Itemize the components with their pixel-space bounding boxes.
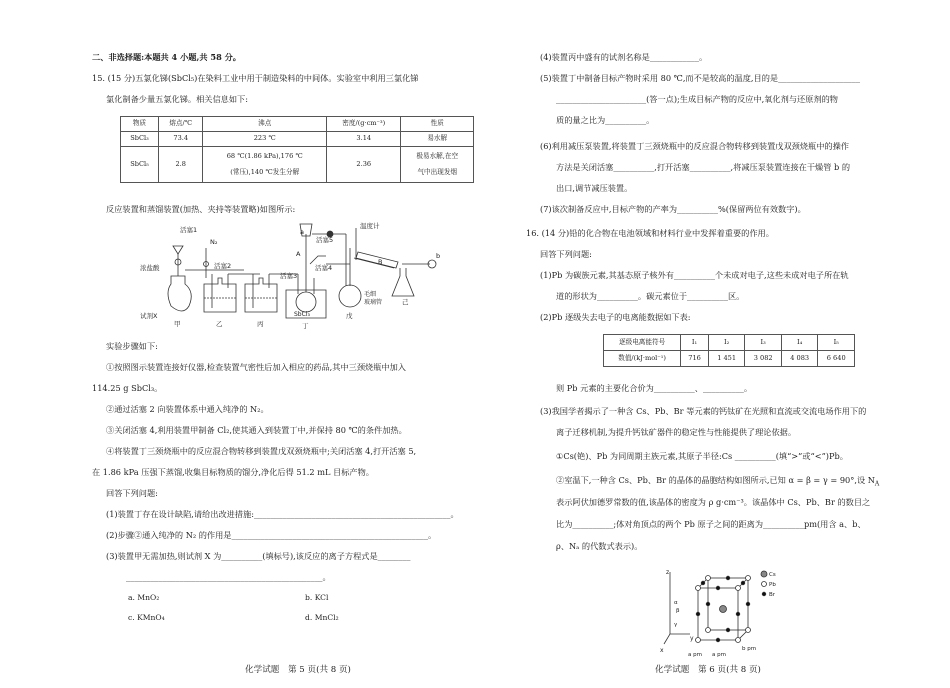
label-valve4: 活塞4 xyxy=(315,264,333,272)
ion-header-label: 逐级电离能符号 xyxy=(604,335,681,351)
angle-gamma: γ xyxy=(674,622,678,628)
property-table xyxy=(120,116,474,183)
cell xyxy=(401,147,474,183)
dim-a2: a pm xyxy=(712,652,726,658)
label-a: a xyxy=(300,228,304,236)
label-conc-hcl: 浓盐酸 xyxy=(140,264,160,272)
apparatus-yi xyxy=(204,274,236,312)
label-capillary: 毛细 xyxy=(364,291,377,298)
label-ji: 己 xyxy=(402,298,409,306)
cell-line: (常压),140 ℃发生分解 xyxy=(230,167,300,176)
th-boiling: 沸点 xyxy=(203,117,327,132)
axis-z: z xyxy=(666,569,670,576)
steps-title: 实验步骤如下: xyxy=(106,341,158,351)
legend-br: Br xyxy=(769,592,776,598)
legend-pb: Pb xyxy=(769,582,776,588)
option-d: d. MnCl₂ xyxy=(305,613,339,622)
th-property: 性质 xyxy=(401,117,474,132)
q15-6c: 出口,调节减压装置。 xyxy=(556,183,633,193)
cell: SbCl₃ xyxy=(121,132,159,147)
q15-intro: 15. (15 分)五氯化锑(SbCl₅)在染料工业中用于制造染料的中间体。实验室中利用三氯化锑 xyxy=(92,73,419,83)
angle-beta: β xyxy=(676,608,680,614)
cell xyxy=(203,147,327,183)
q15-6b: 方法是关闭活塞__________,打开活塞__________,将减压泵装置连接在干燥管 b 的 xyxy=(556,162,851,172)
q16-3a: (3)我国学者揭示了一种含 Cs、Pb、Br 等元素的钙钛矿在光照和直流或交流电场作用下的 xyxy=(540,406,867,416)
q16-2b: 则 Pb 元素的主要化合价为__________、__________。 xyxy=(556,383,753,393)
step4a: ④将装置丁三颈烧瓶中的反应混合物转移到装置戊双颈烧瓶中;关闭活塞 4,打开活塞 5, xyxy=(106,446,417,456)
apparatus-ji xyxy=(392,260,436,296)
step3: ③关闭活塞 4,利用装置甲制备 Cl₂,使其通入到装置丁中,并保持 80 ℃的条件加热。 xyxy=(106,425,407,435)
label-A: A xyxy=(296,250,301,258)
label-valve3: 活塞3 xyxy=(280,272,298,280)
atom-cs xyxy=(720,606,727,613)
axis-y: y xyxy=(690,635,694,642)
label-capillary-2: 玻璃管 xyxy=(364,299,383,306)
th-density: 密度/(g·cm⁻³) xyxy=(327,117,401,132)
label-jia: 甲 xyxy=(174,320,181,328)
q15-5c: 质的量之比为__________。 xyxy=(556,115,655,125)
label-thermometer: 温度计 xyxy=(360,222,380,230)
cell: 2.8 xyxy=(159,147,203,183)
label-valve5: 活塞5 xyxy=(316,236,334,244)
q16-3d xyxy=(556,476,879,488)
q15-3a: (3)装置甲无需加热,则试剂 X 为__________(填标号),该反应的离子方程式是________ xyxy=(106,551,411,561)
step4b: 在 1.86 kPa 压强下蒸馏,收集目标物质的馏分,净化后得 51.2 mL 目标产物。 xyxy=(92,467,374,477)
q15-5a: (5)装置丁中制备目标产物时采用 80 ℃,而不是较高的温度,目的是____________________ xyxy=(540,73,860,83)
ion-header: I₄ xyxy=(781,335,818,351)
ion-header: I₃ xyxy=(745,335,782,351)
label-valve2: 活塞2 xyxy=(214,262,232,270)
ion-header: I₁ xyxy=(681,335,709,351)
q15-3b: ________________________________________________。 xyxy=(126,572,331,582)
q15-intro-2: 氯化制备少量五氯化锑。相关信息如下: xyxy=(106,94,248,104)
step2: ②通过活塞 2 向装置体系中通入纯净的 N₂。 xyxy=(106,404,269,414)
apparatus-diagram xyxy=(140,218,450,334)
label-b: b xyxy=(436,252,441,260)
label-n2: N₂ xyxy=(210,238,218,246)
cell-line: 68 ℃(1.86 kPa),176 ℃ xyxy=(226,152,303,161)
axis-x: x xyxy=(660,647,664,654)
option-a: a. MnO₂ xyxy=(128,593,160,602)
q16-3b: 离子迁移机制,为提升钙钛矿器件的稳定性与性能提供了理论依据。 xyxy=(556,427,797,437)
footer-left: 化学试题 第 5 页(共 8 页) xyxy=(245,665,351,675)
label-wu: 戊 xyxy=(346,312,353,320)
ion-row-label: 数值/(kJ·mol⁻¹) xyxy=(604,351,681,367)
label-bing: 丙 xyxy=(257,320,264,328)
label-reagent-x: 试剂X xyxy=(140,312,158,320)
q15-4: (4)装置丙中盛有的试剂名称是____________。 xyxy=(540,52,708,62)
q15-7: (7)该次制备反应中,目标产物的产率为__________%(保留两位有效数字)。 xyxy=(540,204,806,214)
label-sbcl3: SbCl₃ xyxy=(294,311,310,318)
q16-1a: (1)Pb 为碳族元素,其基态原子核外有__________个未成对电子,这些未成对电子所在轨 xyxy=(540,270,849,280)
footer-right: 化学试题 第 6 页(共 8 页) xyxy=(655,665,761,675)
label-yi: 乙 xyxy=(216,320,223,328)
q15-1: (1)装置丁存在设计缺陷,请给出改进措施:________________________________________________。 xyxy=(106,509,459,519)
cell: 3.14 xyxy=(327,132,401,147)
q16-3c: ①Cs(铯)、Pb 为同周期主族元素,其原子半径:Cs __________(填“>”或“<”)Pb。 xyxy=(556,451,848,461)
option-c: c. KMnO₄ xyxy=(128,613,165,622)
step1b: 114.25 g SbCl₃。 xyxy=(92,383,163,393)
label-valve1: 活塞1 xyxy=(180,226,198,234)
ion-value: 3 082 xyxy=(745,351,782,367)
answer-title-right: 回答下列问题: xyxy=(540,249,592,259)
angle-alpha: α xyxy=(674,600,678,606)
ion-value: 6 640 xyxy=(818,351,855,367)
cell: 73.4 xyxy=(159,132,203,147)
ionization-table xyxy=(603,334,855,367)
th-melting: 熔点/℃ xyxy=(159,117,203,132)
ion-value: 716 xyxy=(681,351,709,367)
q15-6a: (6)利用减压泵装置,将装置丁三颈烧瓶中的反应混合物转移到装置戊双颈烧瓶中的操作 xyxy=(540,141,849,151)
q15-2: (2)步骤②通入纯净的 N₂ 的作用是________________________________________________。 xyxy=(106,530,437,540)
apparatus-caption: 反应装置和蒸馏装置(加热、夹持等装置略)如图所示: xyxy=(106,204,296,214)
label-ding: 丁 xyxy=(302,322,309,330)
cell: 2.36 xyxy=(327,147,401,183)
ion-value: 1 451 xyxy=(708,351,745,367)
section-title: 二、非选择题:本题共 4 小题,共 58 分。 xyxy=(92,52,241,62)
step1a: ①按照图示装置连接好仪器,检查装置气密性后加入相应的药品,其中三颈烧瓶中加入 xyxy=(106,362,406,372)
ion-header: I₅ xyxy=(818,335,855,351)
cell-line: 极易水解,在空 xyxy=(416,152,459,161)
dim-a1: a pm xyxy=(688,652,702,658)
ion-header: I₂ xyxy=(708,335,745,351)
legend-cs: Cs xyxy=(769,572,776,578)
cell: SbCl₅ xyxy=(121,147,159,183)
th-substance: 物质 xyxy=(121,117,159,132)
q16-3e: 表示阿伏加德罗常数的值,该晶体的密度为 ρ g·cm⁻³。该晶体中 Cs、Pb、Br 的数目之 xyxy=(556,497,871,507)
q15-5b: ______________________(答一点);生成目标产物的反应中,氧化剂与还原剂的物 xyxy=(556,94,838,104)
q16-3g: ρ、Nₐ 的代数式表示)。 xyxy=(556,541,643,551)
q16-2: (2)Pb 逐级失去电子的电离能数据如下表: xyxy=(540,312,691,322)
ion-value: 4 083 xyxy=(781,351,818,367)
apparatus-bing xyxy=(245,274,277,312)
dim-b: b pm xyxy=(742,646,757,652)
apparatus-jia xyxy=(168,246,206,311)
crystal-diagram xyxy=(660,564,790,660)
cell-line: 气中出现发烟 xyxy=(417,167,458,176)
label-B: B xyxy=(378,258,383,266)
q16-intro: 16. (14 分)铅的化合物在电池领域和材料行业中发挥着重要的作用。 xyxy=(526,228,774,238)
option-b: b. KCl xyxy=(305,593,329,602)
answer-title-left: 回答下列问题: xyxy=(106,488,158,498)
cell: 223 ℃ xyxy=(203,132,327,147)
q16-3d-sub: A xyxy=(874,480,880,488)
q16-3f: 比为__________;体对角顶点的两个 Pb 原子之间的距离为__________pm(用含 a、b、 xyxy=(556,519,866,529)
cell: 易水解 xyxy=(401,132,474,147)
q16-3d-text: ②室温下,一种含 Cs、Pb、Br 的晶体的晶胞结构如图所示,已知 α = β = γ = 90°,设 N xyxy=(556,475,875,485)
q16-1b: 道的形状为__________。碳元素位于__________区。 xyxy=(556,291,745,301)
